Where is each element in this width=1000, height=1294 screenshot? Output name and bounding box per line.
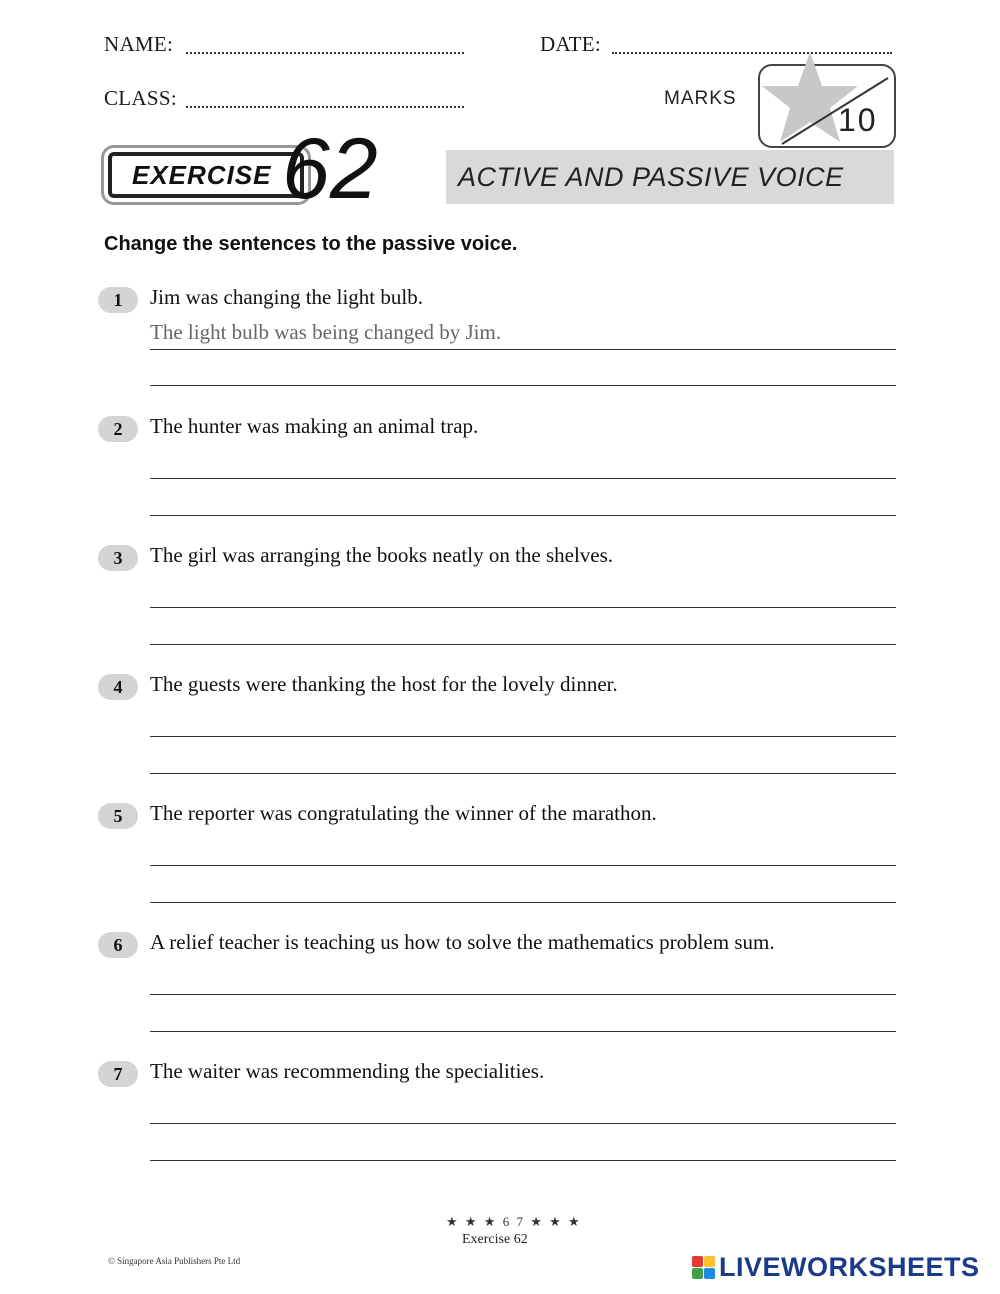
question-number-badge: 5 xyxy=(98,803,138,829)
question-text: The waiter was recommending the specialities. xyxy=(150,1059,545,1083)
exercise-title-text: ACTIVE AND PASSIVE VOICE xyxy=(458,161,844,192)
question-text: Jim was changing the light bulb. xyxy=(150,285,423,309)
question-text: The girl was arranging the books neatly on the shelves. xyxy=(150,543,614,567)
answer-line xyxy=(150,644,896,645)
liveworksheets-brand[interactable] xyxy=(692,1252,980,1283)
exercise-badge-label: EXERCISE xyxy=(132,159,272,190)
class-field[interactable] xyxy=(186,88,464,108)
class-label: CLASS: xyxy=(104,86,177,110)
marks-total: 10 xyxy=(838,102,878,138)
question-text: The guests were thanking the host for the lovely dinner. xyxy=(150,672,618,696)
answer-line xyxy=(150,1160,896,1161)
marks-label: MARKS xyxy=(664,88,737,109)
question-number-badge: 1 xyxy=(98,287,138,313)
question-number-badge: 2 xyxy=(98,416,138,442)
liveworksheets-logo-icon xyxy=(692,1256,715,1279)
answer-line xyxy=(150,902,896,903)
answer-line xyxy=(150,385,896,386)
name-field[interactable] xyxy=(186,34,464,54)
instruction: Change the sentences to the passive voice. xyxy=(104,233,518,255)
date-label: DATE: xyxy=(540,32,601,56)
answer-line xyxy=(150,349,896,350)
question-number-badge: 3 xyxy=(98,545,138,571)
page-number: ★ ★ ★ 6 7 ★ ★ ★ xyxy=(446,1214,582,1229)
question-number-badge: 4 xyxy=(98,674,138,700)
question-text: A relief teacher is teaching us how to solve the mathematics problem sum. xyxy=(150,930,775,954)
answer-line xyxy=(150,607,896,608)
question-text: The reporter was congratulating the winner of the marathon. xyxy=(150,801,657,825)
exercise-title xyxy=(446,150,894,204)
exercise-number: 62 xyxy=(282,121,378,217)
brand-text: LIVEWORKSHEETS xyxy=(719,1252,980,1282)
answer-line xyxy=(150,1123,896,1124)
question-text: The hunter was making an animal trap. xyxy=(150,414,479,438)
answer-line xyxy=(150,994,896,995)
answer-line xyxy=(150,515,896,516)
question-number-badge: 6 xyxy=(98,932,138,958)
answer-line xyxy=(150,736,896,737)
exercise-badge xyxy=(108,152,304,198)
answer-line xyxy=(150,478,896,479)
answer-line xyxy=(150,865,896,866)
answer-text[interactable]: The light bulb was being changed by Jim. xyxy=(150,320,502,344)
question-number-badge: 7 xyxy=(98,1061,138,1087)
footer-exercise-label: Exercise 62 xyxy=(462,1232,528,1247)
answer-line xyxy=(150,773,896,774)
name-label: NAME: xyxy=(104,32,174,56)
copyright-text: © Singapore Asia Publishers Pte Ltd xyxy=(108,1256,241,1266)
answer-line xyxy=(150,1031,896,1032)
